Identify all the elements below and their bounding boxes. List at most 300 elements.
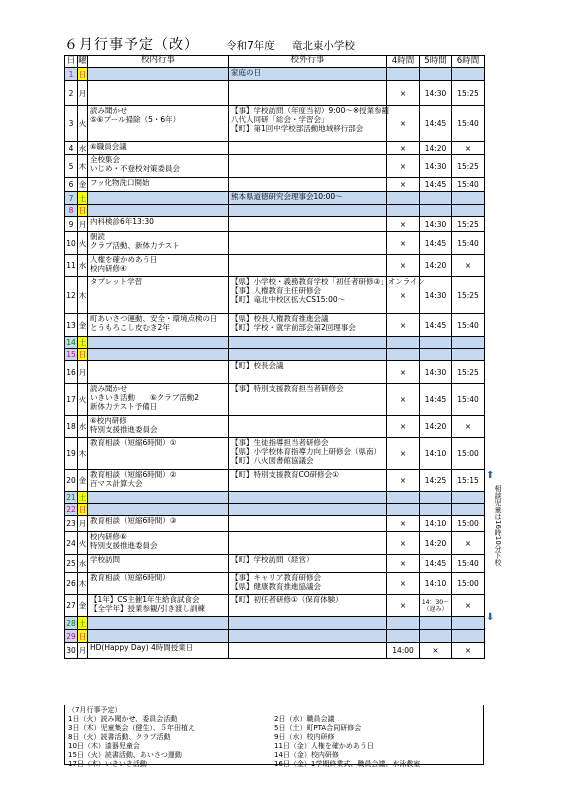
inside-events-cell: [88, 205, 229, 217]
header-inside: 校内行事: [88, 56, 229, 68]
period4-cell: ×: [387, 573, 420, 595]
period5-cell: 14:45: [420, 178, 452, 192]
weekday-cell: 土: [78, 618, 87, 628]
schedule-row: [65, 573, 485, 595]
outside-event: 【事】学校訪問（年度当初）9:00～※授業参観: [231, 106, 390, 115]
inside-events-cell: [88, 155, 229, 178]
period6-cell: 15:40: [452, 555, 485, 573]
note-item: 1日（火）読み聞かせ、委員会活動: [68, 715, 178, 723]
period6-cell: 15:00: [452, 438, 485, 470]
note-item: 2日（水）職員会議: [274, 715, 335, 723]
period5-cell: 14:20: [420, 532, 452, 555]
outside-events-cell: [229, 384, 387, 416]
notes-title: （7月行事予定）: [68, 706, 122, 714]
outside-events-cell: [229, 314, 387, 337]
outside-events-cell: [229, 516, 387, 532]
inside-event: フッ化物洗口開始: [90, 178, 150, 187]
side-note: 相談児童は16時10分下校: [494, 485, 502, 566]
schedule-row: [65, 384, 485, 416]
schedule-row: [65, 617, 485, 630]
inside-event: 町あいさつ運動、安全・環境点検の日: [90, 314, 218, 323]
inside-event: 百マス計算大会: [90, 479, 143, 488]
day-cell: 6: [65, 178, 78, 192]
schedule-body: [65, 68, 485, 659]
header-p6: 6時間: [452, 56, 485, 68]
weekday-cell: 火: [78, 532, 88, 555]
inside-event: 新体力テスト予備日: [90, 402, 158, 411]
inside-event: 教育相談（短縮6時間）: [90, 573, 170, 582]
outside-events-cell: [229, 192, 387, 205]
weekday-cell: 月: [78, 81, 88, 106]
period6-cell: [452, 504, 485, 516]
header-day: 日: [65, 56, 78, 68]
period4-cell: [387, 68, 420, 81]
period6-cell: [452, 492, 485, 504]
period4-cell: ×: [387, 314, 420, 337]
header-p4: 4時間: [387, 56, 420, 68]
schedule-row: [65, 470, 485, 492]
inside-event: タブレット学習: [90, 277, 143, 286]
period5-cell: 14:30: [420, 361, 452, 384]
outside-events-cell: [229, 217, 387, 232]
schedule-row: [65, 349, 485, 361]
inside-events-cell: [88, 516, 229, 532]
period5-cell: [420, 349, 452, 361]
period6-cell: 15:40: [452, 232, 485, 255]
inside-event: 内科検診6年13:30: [90, 217, 154, 226]
period6-cell: ×: [452, 532, 485, 555]
period5-cell: 14:45: [420, 106, 452, 142]
period4-cell: ×: [387, 142, 420, 155]
header-outside: 校外行事: [229, 56, 387, 68]
day-cell: 30: [65, 643, 78, 659]
inside-event: 【全学年】授業参観/引き渡し訓練: [90, 604, 206, 613]
outside-event: 【県】校長人権教育推進会議: [231, 314, 329, 323]
period5-cell: [420, 492, 452, 504]
period4-cell: ×: [387, 470, 420, 492]
outside-event: 八代人同研「総会・学習会」: [231, 115, 329, 124]
inside-events-cell: [88, 192, 229, 205]
inside-event: 【1年】CS主催1年生給食試食会: [90, 595, 200, 604]
period6-cell: [452, 68, 485, 81]
inside-events-cell: [88, 617, 229, 630]
period5-cell: 14:45: [420, 384, 452, 416]
period5-cell: 14:10: [420, 573, 452, 595]
weekday-cell: 木: [78, 155, 88, 178]
inside-events-cell: [88, 384, 229, 416]
period5-cell: [420, 617, 452, 630]
schedule-row: [65, 532, 485, 555]
period5-cell: 14:45: [420, 232, 452, 255]
period4-cell: ×: [387, 106, 420, 142]
outside-events-cell: [229, 573, 387, 595]
period4-cell: [387, 349, 420, 361]
outside-events-cell: [229, 277, 425, 314]
weekday-cell: 水: [78, 555, 88, 573]
schedule-row: [65, 504, 485, 516]
outside-events-cell: [229, 617, 387, 630]
inside-events-cell: [88, 178, 229, 192]
schedule-row: [65, 438, 485, 470]
day-cell: 23: [65, 516, 78, 532]
period4-cell: ×: [387, 516, 420, 532]
weekday-cell: 日: [78, 69, 87, 79]
weekday-cell: 木: [78, 573, 88, 595]
period6-cell: ×: [452, 255, 485, 277]
note-item: 10日（木）漆器児童会: [68, 742, 140, 750]
outside-event: 【事】キャリア教育研修会: [231, 573, 321, 582]
schedule-row: [65, 361, 485, 384]
schedule-row: [65, 68, 485, 81]
period6-cell: 15:25: [452, 361, 485, 384]
period5-cell: [420, 337, 452, 349]
day-cell: 8: [65, 205, 78, 217]
note-item: 15日（火）読書活動、あいさつ運動: [68, 751, 182, 759]
outside-event: 【事】生徒指導担当者研修会: [231, 438, 329, 447]
day-cell: 28: [66, 618, 76, 628]
period6-cell: 15:00: [452, 573, 485, 595]
header-dow: 曜: [78, 56, 87, 66]
weekday-cell: 金: [78, 470, 88, 492]
schedule-row: [65, 314, 485, 337]
day-cell: 22: [66, 505, 76, 514]
outside-events-cell: [229, 492, 387, 504]
period5-cell: 14:45: [420, 314, 452, 337]
period4-cell: ×: [387, 532, 420, 555]
day-cell: 12: [65, 277, 78, 314]
note-item: 17日（木）いきいき活動: [68, 760, 147, 768]
schedule-row: [65, 217, 485, 232]
day-cell: 13: [65, 314, 78, 337]
period6-cell: 15:15: [452, 470, 485, 492]
period5-cell: [420, 504, 452, 516]
outside-event: 【町】八火図書館協議会: [231, 456, 314, 465]
weekday-cell: 日: [78, 505, 87, 514]
inside-event: HD(Happy Day) 4時間授業日: [90, 643, 194, 652]
period5-cell: 14:45: [420, 555, 452, 573]
weekday-cell: 月: [78, 361, 88, 384]
inside-events-cell: [88, 573, 229, 595]
header-p5: 5時間: [420, 56, 452, 68]
schedule-row: [65, 178, 485, 192]
period5-cell: 14:25: [420, 470, 452, 492]
period5-cell: [420, 68, 452, 81]
inside-event: ⑤⑥プール掃除（5・6年）: [90, 115, 181, 124]
period5-cell: 14:10: [420, 516, 452, 532]
inside-event: 特別支援推進委員会: [90, 541, 158, 550]
period6-cell: [452, 630, 485, 643]
inside-events-cell: [88, 630, 229, 643]
outside-event: 【県】小学校・義務教育学校「初任者研修③」オンライン: [231, 277, 425, 286]
period4-cell: [387, 617, 420, 630]
day-cell: 10: [65, 232, 78, 255]
notes-left-column: [68, 715, 274, 769]
day-cell: 18: [65, 416, 78, 438]
period4-cell: [387, 630, 420, 643]
weekday-cell: 木: [78, 277, 88, 314]
outside-event: 【県】健康教育推進協議会: [231, 582, 321, 591]
inside-event: 全校集会: [90, 155, 120, 164]
day-cell: 11: [65, 255, 78, 277]
day-cell: 5: [65, 155, 78, 178]
inside-event: 教育相談（短縮6時間）①: [90, 438, 177, 447]
outside-event: 【町】校長会議: [231, 361, 284, 370]
period5-cell: [420, 630, 452, 643]
inside-event: ⑥校内研修: [90, 416, 127, 425]
period5-cell: 14:20: [420, 142, 452, 155]
period6-cell: 15:25: [452, 155, 485, 178]
schedule-row: [65, 643, 485, 659]
day-cell: 3: [65, 106, 78, 142]
inside-event: ⑥職員会議: [90, 142, 127, 151]
weekday-cell: 水: [78, 255, 88, 277]
inside-events-cell: [88, 68, 229, 81]
weekday-cell: 日: [78, 350, 87, 359]
note-item: 11日（金）人権を確かめあう日: [274, 742, 374, 750]
period5-cell: 14:10: [420, 438, 452, 470]
inside-events-cell: [88, 217, 229, 232]
weekday-cell: 月: [78, 217, 88, 232]
outside-event: 【町】第1回中学校部活動地域移行部会: [231, 124, 364, 133]
inside-events-cell: [88, 438, 229, 470]
note-item: 14日（金）校内研修: [274, 751, 339, 759]
inside-events-cell: [88, 81, 229, 106]
schedule-row: [65, 555, 485, 573]
july-notes: [64, 705, 484, 768]
period6-cell: ×: [452, 142, 485, 155]
schedule-row: [65, 106, 485, 142]
period5-cell: 14:20: [420, 255, 452, 277]
inside-events-cell: [88, 142, 229, 155]
outside-events-cell: [229, 205, 387, 217]
inside-events-cell: [88, 255, 229, 277]
day-cell: 20: [65, 470, 78, 492]
period4-cell: ×: [387, 438, 420, 470]
day-cell: 9: [65, 217, 78, 232]
period6-cell: 15:40: [452, 314, 485, 337]
schedule-row: [65, 416, 485, 438]
inside-event: 教育相談（短縮6時間）②: [90, 470, 177, 479]
outside-event: 【県】小学校体育指導力向上研修会（県南）: [231, 447, 381, 456]
note-item: 8日（火）読書活動、クラブ活動: [68, 733, 171, 741]
outside-events-cell: [229, 106, 390, 142]
schedule-row: [65, 205, 485, 217]
outside-events-cell: [229, 532, 387, 555]
outside-events-cell: [229, 337, 387, 349]
outside-event: 【事】特別支援教育担当者研修会: [231, 384, 344, 393]
schedule-row: [65, 492, 485, 504]
period4-cell: ×: [387, 384, 420, 416]
day-cell: 24: [65, 532, 78, 555]
period5-cell: 14:30: [420, 217, 452, 232]
period4-cell: ×: [387, 81, 420, 106]
outside-events-cell: [229, 81, 387, 106]
inside-events-cell: [88, 106, 229, 142]
day-cell: 26: [65, 573, 78, 595]
weekday-cell: 金: [78, 314, 88, 337]
day-cell: 19: [65, 438, 78, 470]
inside-events-cell: [88, 643, 229, 659]
outside-event: 【町】学校訪問（経営）: [231, 555, 314, 564]
page-title: ６月行事予定（改）: [64, 37, 199, 53]
inside-events-cell: [88, 361, 229, 384]
schedule-row: [65, 277, 485, 314]
period4-cell: ×: [387, 155, 420, 178]
inside-event: 校内研修④: [90, 264, 127, 273]
outside-events-cell: [229, 232, 387, 255]
period5-cell: [420, 192, 452, 205]
inside-event: 教育相談（短縮6時間）③: [90, 516, 177, 525]
period4-cell: ×: [387, 255, 420, 277]
period5-cell: 14:30: [420, 81, 452, 106]
period6-cell: 15:40: [452, 384, 485, 416]
fiscal-year: 令和7年度: [226, 40, 275, 52]
outside-events-cell: [229, 361, 387, 384]
weekday-cell: 日: [78, 631, 87, 641]
day-cell: 17: [65, 384, 78, 416]
inside-events-cell: [88, 314, 229, 337]
outside-events-cell: [229, 630, 387, 643]
period6-cell: [452, 349, 485, 361]
title-bar: [64, 34, 484, 54]
weekday-cell: 月: [78, 643, 88, 659]
outside-events-cell: [229, 349, 387, 361]
schedule-row: [65, 595, 485, 617]
inside-events-cell: [88, 337, 229, 349]
inside-events-cell: [88, 492, 229, 504]
period6-cell: [452, 192, 485, 205]
inside-event: クラブ活動、新体力テスト: [90, 241, 180, 250]
period4-cell: ×: [387, 277, 420, 314]
schedule-row: [65, 81, 485, 106]
period6-cell: ×: [452, 595, 485, 617]
inside-event: 人権を確かめあう日: [90, 255, 158, 264]
day-cell: 27: [65, 595, 78, 617]
inside-events-cell: [88, 532, 229, 555]
outside-event: 【町】学校・就学前部会第2回理事会: [231, 323, 356, 332]
notes-columns: [68, 715, 480, 769]
schedule-row: [65, 337, 485, 349]
header-row: [65, 56, 485, 68]
inside-event: 校内研修⑥: [90, 532, 127, 541]
period5-cell: 14:30: [420, 155, 452, 178]
period6-cell: ×: [452, 643, 485, 659]
outside-events-cell: [229, 178, 387, 192]
day-cell: 15: [66, 350, 76, 359]
weekday-cell: 水: [78, 143, 87, 153]
weekday-cell: 金: [78, 595, 88, 617]
period4-cell: 14:00: [387, 643, 420, 659]
outside-event: 【事】人権教育主任研修会: [231, 286, 321, 295]
period4-cell: [387, 337, 420, 349]
period6-cell: 15:40: [452, 178, 485, 192]
day-cell: 25: [65, 555, 78, 573]
inside-events-cell: [88, 470, 229, 492]
inside-event: 読み聞かせ: [90, 384, 128, 393]
note-item: 9日（水）校内研修: [274, 733, 335, 741]
outside-events-cell: [229, 470, 387, 492]
inside-event: いじめ・不登校対策委員会: [90, 164, 180, 173]
schedule-row: [65, 155, 485, 178]
inside-event: 特別支援推進委員会: [90, 425, 158, 434]
school-name: 竜北東小学校: [291, 40, 355, 52]
notes-right-column: [274, 715, 480, 769]
period6-cell: 15:40: [452, 106, 485, 142]
day-cell: 29: [66, 631, 76, 641]
period5-cell: 14:30: [420, 277, 452, 314]
schedule-row: [65, 630, 485, 643]
day-cell: 7: [65, 192, 78, 205]
period4-cell: ×: [387, 178, 420, 192]
note-item: 16日（金）1学期終業式、職員会議、水泳教室: [274, 760, 421, 768]
schedule-row: [65, 142, 485, 155]
inside-events-cell: [88, 349, 229, 361]
weekday-cell: 月: [78, 516, 88, 532]
period4-cell: ×: [387, 416, 420, 438]
period5-cell: [420, 205, 452, 217]
outside-events-cell: [229, 595, 387, 617]
schedule-row: [65, 192, 485, 205]
weekday-cell: 日: [78, 206, 87, 215]
period4-cell: [387, 192, 420, 205]
weekday-cell: 土: [78, 193, 87, 203]
inside-event: いきいき活動 ⑥クラブ活動2: [90, 393, 199, 402]
weekday-cell: 水: [78, 416, 88, 438]
outside-events-cell: [229, 555, 387, 573]
period6-cell: 15:25: [452, 277, 485, 314]
period5-cell: 14:20: [420, 416, 452, 438]
period4-cell: ×: [387, 232, 420, 255]
weekday-cell: 火: [78, 384, 88, 416]
note-item: 3日（木）児童集会（健生）、５年田植え: [68, 724, 195, 732]
outside-events-cell: [229, 255, 387, 277]
period4-cell: ×: [387, 555, 420, 573]
weekday-cell: 火: [78, 232, 88, 255]
period4-cell: ×: [387, 361, 420, 384]
weekday-cell: 木: [78, 438, 88, 470]
period6-cell: [452, 205, 485, 217]
schedule-table: [64, 55, 485, 659]
day-cell: 2: [65, 81, 78, 106]
period4-cell: ×: [387, 595, 420, 617]
weekday-cell: 金: [78, 178, 88, 192]
outside-events-cell: [229, 155, 387, 178]
period4-cell: [387, 504, 420, 516]
inside-event: とうもろこし皮むき2年: [90, 323, 170, 332]
period5-cell: 14：30～（遅み）: [420, 595, 452, 617]
period4-cell: [387, 492, 420, 504]
inside-events-cell: [88, 416, 229, 438]
note-item: 5日（土）町PTA合同研修会: [274, 724, 362, 732]
weekday-cell: 火: [78, 106, 88, 142]
period5-cell: ×: [420, 643, 452, 659]
outside-events-cell: [229, 416, 387, 438]
inside-events-cell: [88, 504, 229, 516]
outside-event: 【町】竜北中校区拡大CS15:00～: [231, 295, 346, 304]
inside-events-cell: [88, 277, 229, 314]
outside-events-cell: [229, 142, 387, 155]
inside-events-cell: [88, 595, 229, 617]
outside-events-cell: [229, 438, 387, 470]
outside-event: 【町】初任者研修①（保育体験）: [231, 595, 343, 604]
period6-cell: 15:00: [452, 516, 485, 532]
period6-cell: 15:25: [452, 81, 485, 106]
day-cell: 4: [65, 142, 78, 155]
period4-cell: ×: [387, 217, 420, 232]
inside-event: 読み聞かせ: [90, 106, 128, 115]
outside-event: 家庭の日: [231, 68, 261, 77]
period6-cell: ×: [452, 416, 485, 438]
